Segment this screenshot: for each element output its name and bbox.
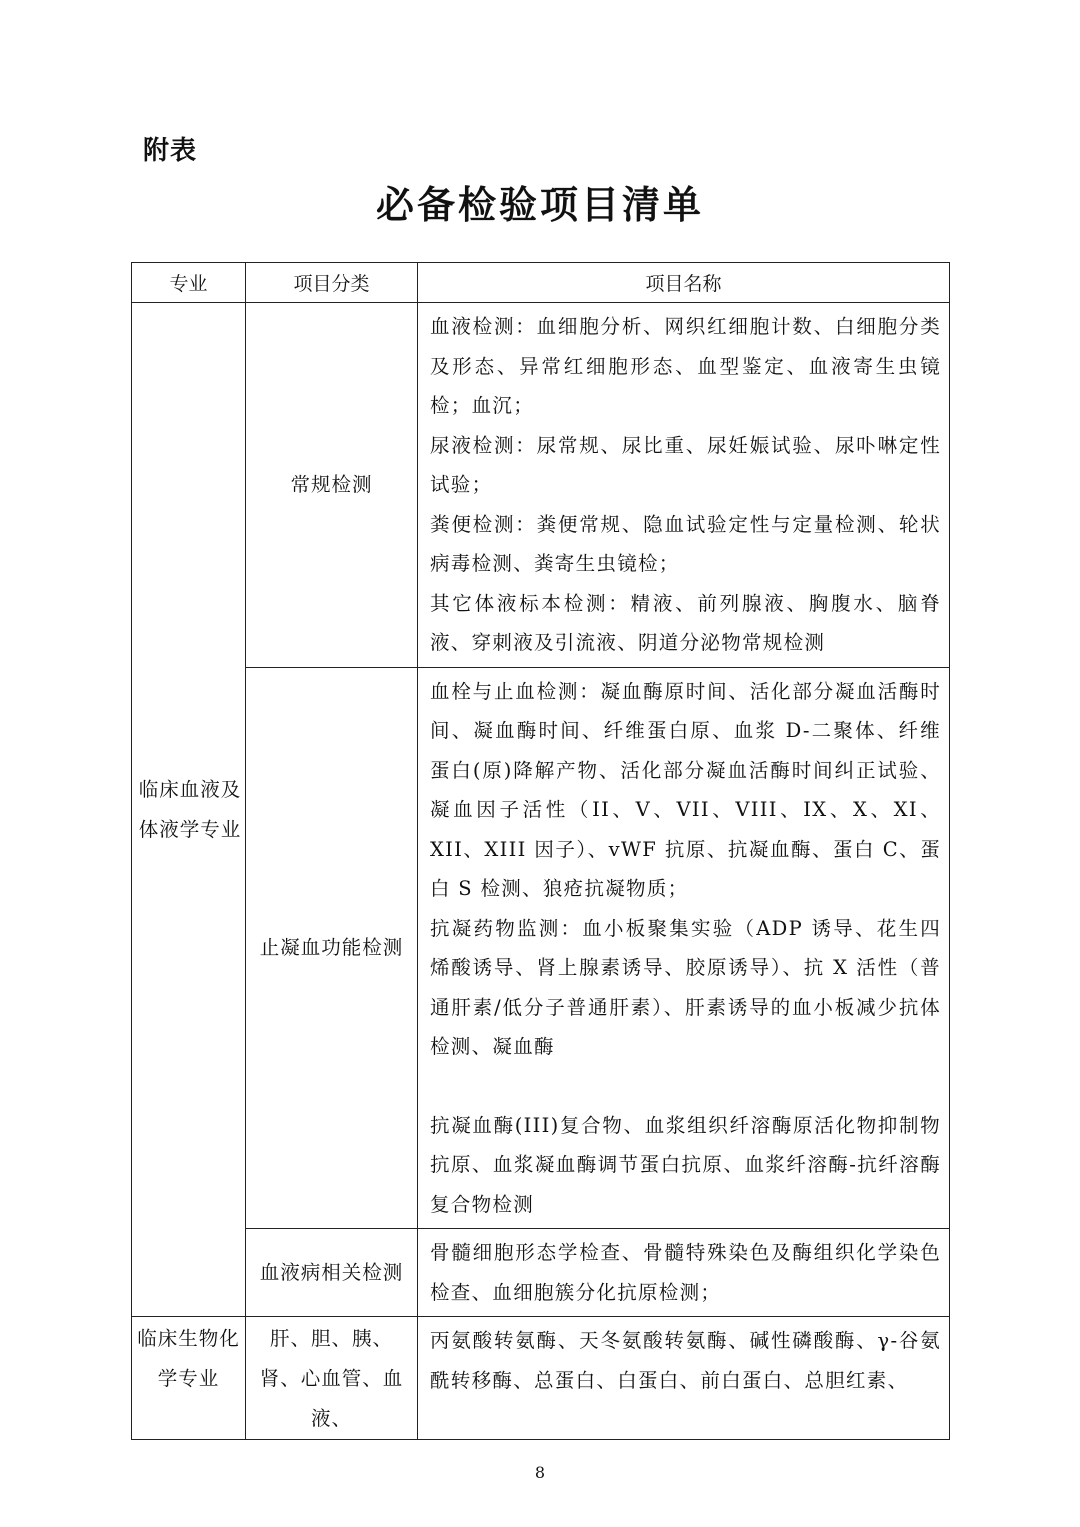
item-paragraph: 抗凝药物监测：血小板聚集实验（ADP 诱导、花生四烯酸诱导、肾上腺素诱导、胶原诱导）、抗 X 活性（普通肝素/低分子普通肝素）、肝素诱导的血小板减少抗体检测、凝血酶 xyxy=(430,916,941,1058)
page-title: 必备检验项目清单 xyxy=(375,183,704,227)
table-header-row xyxy=(132,263,950,303)
category-cell xyxy=(246,1229,418,1317)
table-row xyxy=(132,667,950,1229)
item-paragraph: 抗凝血酶(III)复合物、血浆组织纤溶酶原活化物抑制物抗原、血浆凝血酶调节蛋白抗原、血浆纤溶酶-抗纤溶酶复合物检测 xyxy=(430,1113,941,1216)
item-paragraph: 丙氨酸转氨酶、天冬氨酸转氨酶、碱性磷酸酶、γ-谷氨酰转移酶、总蛋白、白蛋白、前白蛋白、总胆红素、 xyxy=(430,1329,941,1392)
item-paragraph: 血液检测：血细胞分析、网织红细胞计数、白细胞分类及形态、异常红细胞形态、血型鉴定、血液寄生虫镜检；血沉； xyxy=(430,315,941,417)
category-label: 常规检测 xyxy=(290,472,373,496)
category-cell xyxy=(246,667,418,1229)
checklist-table xyxy=(131,262,950,1440)
header-specialty: 专业 xyxy=(132,263,246,303)
specialty-label: 临床生物化学专业 xyxy=(137,1327,240,1390)
category-cell xyxy=(246,303,418,668)
items-cell xyxy=(418,1317,950,1440)
header-category: 项目分类 xyxy=(246,263,418,303)
specialty-cell xyxy=(132,1317,246,1440)
items-cell xyxy=(418,303,950,668)
item-paragraph: 尿液检测：尿常规、尿比重、尿妊娠试验、尿卟啉定性试验； xyxy=(430,433,941,496)
item-paragraph: 骨髓细胞形态学检查、骨髓特殊染色及酶组织化学染色检查、血细胞簇分化抗原检测； xyxy=(430,1241,941,1304)
specialty-label: 临床血液及体液学专业 xyxy=(138,777,242,841)
table-row xyxy=(132,1229,950,1317)
specialty-cell xyxy=(132,303,246,1317)
items-cell xyxy=(418,667,950,1229)
item-paragraph: 血栓与止血检测：凝血酶原时间、活化部分凝血活酶时间、凝血酶时间、纤维蛋白原、血浆 D-二聚体、纤维蛋白(原)降解产物、活化部分凝血活酶时间纠正试验、凝血因子活性（II、V、VII、VIII、IX、X、XI、XII、XIII 因子）、vWF 抗原、抗凝血酶、蛋白 C、蛋白 S 检测、狼疮抗凝物质； xyxy=(430,679,941,900)
category-cell xyxy=(246,1317,418,1440)
item-paragraph: 粪便检测：粪便常规、隐血试验定性与定量检测、轮状病毒检测、粪寄生虫镜检； xyxy=(430,512,941,575)
category-label: 血液病相关检测 xyxy=(259,1260,404,1284)
item-paragraph: 其它体液标本检测：精液、前列腺液、胸腹水、脑脊液、穿刺液及引流液、阴道分泌物常规检测 xyxy=(430,591,941,654)
table-row xyxy=(132,303,950,668)
page-number: 8 xyxy=(534,1463,546,1482)
category-label: 肝、胆、胰、肾、心血管、血液、 xyxy=(259,1327,404,1430)
category-label: 止凝血功能检测 xyxy=(259,935,404,959)
annex-label: 附表 xyxy=(143,136,198,166)
header-item-name: 项目名称 xyxy=(418,263,950,303)
table-row xyxy=(132,1317,950,1440)
items-cell xyxy=(418,1229,950,1317)
